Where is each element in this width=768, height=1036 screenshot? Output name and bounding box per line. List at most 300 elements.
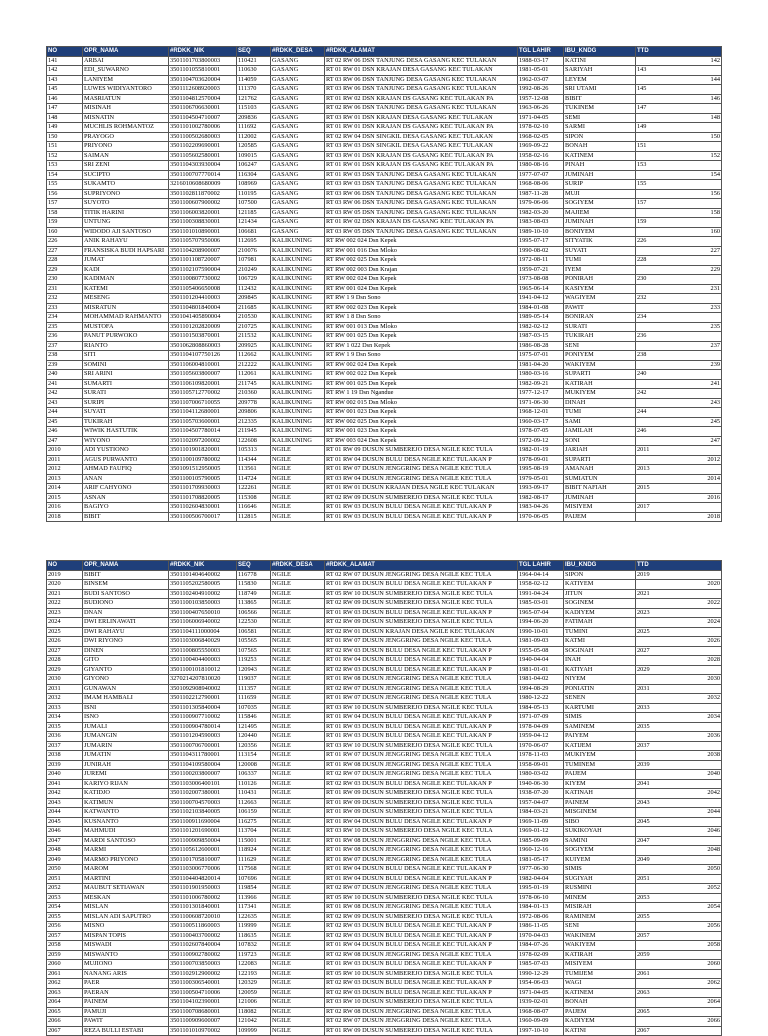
- cell-rdkk-alamat: RT 02 RW 09 DUSUN SUMBEREJO DESA NGILE KEC TULA: [325, 493, 518, 503]
- cell-ttd: 142: [636, 56, 722, 66]
- cell-rdkk-desa: NGILE: [271, 960, 325, 970]
- cell-ttd: 2061: [636, 969, 722, 979]
- cell-rdkk-alamat: RT 05 RW 10 DUSUN SUMBEREJO DESA NGILE KEC TULA: [325, 893, 518, 903]
- table-row: [47, 151, 722, 161]
- cell-seq: 111357: [237, 684, 271, 694]
- cell-ttd: 2046: [636, 827, 722, 837]
- table-row: [47, 694, 722, 704]
- cell-rdkk-alamat: RT 01 RW 02 DSN KRAJAN DS GASANG KEC TULAKAN PA: [325, 218, 518, 228]
- table-row: [47, 113, 722, 123]
- cell-rdkk-nik: 3501102209690001: [169, 142, 237, 152]
- cell-rdkk-desa: GASANG: [271, 56, 325, 66]
- cell-rdkk-alamat: RT 01 RW 03 DUSUN BULU DESA NGILE KEC TULAKAN P: [325, 512, 518, 522]
- cell-tgl-lahir: 1980-12-22: [518, 694, 564, 704]
- cell-tgl-lahir: 1968-08-07: [518, 1007, 564, 1017]
- table-body: [47, 56, 722, 522]
- cell-rdkk-desa: NGILE: [271, 703, 325, 713]
- cell-opr-nama: MESKAN: [83, 893, 169, 903]
- table-row: [47, 903, 722, 913]
- cell-rdkk-alamat: RT 02 RW 09 DUSUN SUMBEREJO DESA NGILE KEC TULA: [325, 618, 518, 628]
- cell-rdkk-nik: 3501104208900007: [169, 246, 237, 256]
- cell-rdkk-desa: NGILE: [271, 608, 325, 618]
- cell-rdkk-desa: NGILE: [271, 903, 325, 913]
- cell-no: 2065: [47, 1007, 83, 1017]
- cell-no: 229: [47, 265, 83, 275]
- cell-no: 151: [47, 142, 83, 152]
- cell-seq: 117341: [237, 903, 271, 913]
- cell-rdkk-alamat: RT 01 RW 03 DUSUN BULU DESA NGILE KEC TULAKAN P: [325, 960, 518, 970]
- cell-opr-nama: PAER: [83, 979, 169, 989]
- cell-ttd: 2024: [636, 618, 722, 628]
- cell-ttd: 2064: [636, 998, 722, 1008]
- cell-tgl-lahir: 1978-07-05: [518, 427, 564, 437]
- cell-opr-nama: PAWIT: [83, 1017, 169, 1027]
- table-row: [47, 656, 722, 666]
- cell-tgl-lahir: 1980-08-16: [518, 161, 564, 171]
- cell-rdkk-alamat: RT 02 RW 01 DUSUN KRAJAN DESA NGILE KEC TULAKAN: [325, 627, 518, 637]
- cell-ibu-kndg: SITYATIK: [564, 237, 636, 247]
- table-row: [47, 599, 722, 609]
- cell-tgl-lahir: 1977-12-17: [518, 389, 564, 399]
- cell-rdkk-nik: 3501104112680001: [169, 408, 237, 418]
- cell-rdkk-alamat: RT 03 RW 04 DUSUN JENGGRING DESA NGILE KEC TULA: [325, 474, 518, 484]
- cell-ttd: 2048: [636, 846, 722, 856]
- cell-rdkk-nik: 3501105603800007: [169, 370, 237, 380]
- table-row: [47, 389, 722, 399]
- cell-tgl-lahir: 1984-01-13: [518, 903, 564, 913]
- cell-rdkk-alamat: RT 02 RW 03 DUSUN BULU DESA NGILE KEC TULAKAN P: [325, 979, 518, 989]
- cell-tgl-lahir: 1983-04-26: [518, 503, 564, 513]
- cell-rdkk-desa: NGILE: [271, 474, 325, 484]
- cell-tgl-lahir: 1982-08-17: [518, 493, 564, 503]
- cell-ttd: 242: [636, 389, 722, 399]
- cell-rdkk-desa: KALIKUNING: [271, 351, 325, 361]
- cell-rdkk-nik: 3501102404910002: [169, 589, 237, 599]
- cell-rdkk-nik: 3501100103850003: [169, 599, 237, 609]
- cell-tgl-lahir: 1941-04-12: [518, 294, 564, 304]
- cell-seq: 111370: [237, 85, 271, 95]
- table-row: [47, 227, 722, 237]
- cell-rdkk-nik: 3501101301840001: [169, 903, 237, 913]
- table-row: [47, 884, 722, 894]
- cell-ibu-kndg: PAIYEM: [564, 732, 636, 742]
- cell-ttd: 232: [636, 294, 722, 304]
- cell-rdkk-desa: NGILE: [271, 722, 325, 732]
- cell-rdkk-desa: NGILE: [271, 627, 325, 637]
- cell-no: 2056: [47, 922, 83, 932]
- table-row: [47, 465, 722, 475]
- cell-rdkk-desa: NGILE: [271, 694, 325, 704]
- cell-rdkk-alamat: RT 02 RW 09 DUSUN SUMBEREJO DESA NGILE KEC TULA: [325, 912, 518, 922]
- cell-tgl-lahir: 1939-02-01: [518, 998, 564, 1008]
- cell-rdkk-desa: KALIKUNING: [271, 360, 325, 370]
- col-seq-header: SEQ: [237, 561, 271, 571]
- cell-ttd: 148: [636, 113, 722, 123]
- cell-no: 2026: [47, 637, 83, 647]
- table-row: [47, 303, 722, 313]
- cell-ibu-kndg: SUYATI: [564, 246, 636, 256]
- cell-rdkk-nik: 3501062808860003: [169, 341, 237, 351]
- cell-ttd: 2057: [636, 931, 722, 941]
- cell-tgl-lahir: 1984-05-13: [518, 703, 564, 713]
- cell-opr-nama: ANIK RAHAYU: [83, 237, 169, 247]
- cell-rdkk-alamat: RT RW 002 015 Dsn Mloko: [325, 398, 518, 408]
- table-row: [47, 684, 722, 694]
- cell-seq: 118749: [237, 589, 271, 599]
- cell-seq: 107696: [237, 874, 271, 884]
- cell-opr-nama: SURIPI: [83, 398, 169, 408]
- cell-tgl-lahir: 1940-06-30: [518, 779, 564, 789]
- cell-ibu-kndg: SIMIS: [564, 865, 636, 875]
- cell-ibu-kndg: PONIATIN: [564, 684, 636, 694]
- cell-rdkk-desa: GASANG: [271, 142, 325, 152]
- cell-rdkk-alamat: RT 03 RW 10 DUSUN SUMBEREJO DESA NGILE KEC TULA: [325, 703, 518, 713]
- cell-tgl-lahir: 1978-06-10: [518, 893, 564, 903]
- table-row: [47, 94, 722, 104]
- cell-rdkk-desa: NGILE: [271, 646, 325, 656]
- cell-no: 226: [47, 237, 83, 247]
- cell-ttd: 2020: [636, 580, 722, 590]
- cell-tgl-lahir: 1978-11-03: [518, 751, 564, 761]
- cell-rdkk-desa: NGILE: [271, 446, 325, 456]
- cell-no: 2018: [47, 512, 83, 522]
- table-row: [47, 751, 722, 761]
- cell-ibu-kndg: SIPON: [564, 570, 636, 580]
- cell-ibu-kndg: SENEN: [564, 694, 636, 704]
- table-row: [47, 1017, 722, 1027]
- cell-seq: 122530: [237, 618, 271, 628]
- cell-tgl-lahir: 1971-06-30: [518, 398, 564, 408]
- cell-seq: 210530: [237, 313, 271, 323]
- cell-rdkk-nik: 3501091512950005: [169, 465, 237, 475]
- cell-rdkk-desa: NGILE: [271, 884, 325, 894]
- cell-rdkk-alamat: RT 03 RW 01 DSN KRAJAN DESA GASANG KEC TULAKAN: [325, 113, 518, 123]
- cell-tgl-lahir: 1977-06-30: [518, 865, 564, 875]
- cell-rdkk-nik: 3501101901950003: [169, 884, 237, 894]
- cell-ibu-kndg: JUMINAH: [564, 218, 636, 228]
- cell-ibu-kndg: TUKINEM: [564, 104, 636, 114]
- cell-seq: 107500: [237, 199, 271, 209]
- cell-no: 142: [47, 66, 83, 76]
- cell-ibu-kndg: KADIYEM: [564, 1017, 636, 1027]
- cell-ttd: 241: [636, 379, 722, 389]
- cell-rdkk-desa: KALIKUNING: [271, 246, 325, 256]
- cell-opr-nama: KUSNANTO: [83, 817, 169, 827]
- cell-tgl-lahir: 1969-11-09: [518, 817, 564, 827]
- cell-seq: 120059: [237, 988, 271, 998]
- cell-no: 2011: [47, 455, 83, 465]
- cell-tgl-lahir: 1960-09-09: [518, 1017, 564, 1027]
- cell-no: 2059: [47, 950, 83, 960]
- cell-ibu-kndg: RAMINEM: [564, 912, 636, 922]
- cell-opr-nama: MISWANTO: [83, 950, 169, 960]
- cell-seq: 110630: [237, 66, 271, 76]
- cell-no: 2055: [47, 912, 83, 922]
- cell-tgl-lahir: 1980-03-02: [518, 770, 564, 780]
- cell-seq: 106581: [237, 627, 271, 637]
- cell-rdkk-desa: NGILE: [271, 760, 325, 770]
- cell-rdkk-alamat: RT 03 RW 06 DSN TANJUNG DESA GASANG KEC TULAKAN: [325, 75, 518, 85]
- cell-seq: 113865: [237, 599, 271, 609]
- cell-ttd: 230: [636, 275, 722, 285]
- cell-opr-nama: ARBAI: [83, 56, 169, 66]
- cell-rdkk-alamat: RT RW 1 19 Dsn Ngandue: [325, 389, 518, 399]
- cell-rdkk-alamat: RT 01 RW 08 DUSUN JENGGRING DESA NGILE KEC TULA: [325, 846, 518, 856]
- cell-ttd: 151: [636, 142, 722, 152]
- cell-rdkk-alamat: RT RW 001 016 Dsn Mloko: [325, 246, 518, 256]
- cell-rdkk-alamat: RT 01 RW 07 DUSUN JENGGRING DESA NGILE KEC TULA: [325, 694, 518, 704]
- cell-rdkk-nik: 3501105406650008: [169, 284, 237, 294]
- cell-rdkk-desa: GASANG: [271, 180, 325, 190]
- table-row: [47, 313, 722, 323]
- cell-seq: 210725: [237, 322, 271, 332]
- cell-tgl-lahir: 1995-07-17: [518, 237, 564, 247]
- cell-ibu-kndg: JAMILAH: [564, 427, 636, 437]
- table-row: [47, 874, 722, 884]
- cell-opr-nama: SUKAMTO: [83, 180, 169, 190]
- cell-opr-nama: MARMI: [83, 846, 169, 856]
- cell-opr-nama: MUSTOFA: [83, 322, 169, 332]
- col-ttd-header: TTD: [636, 561, 722, 571]
- cell-ttd: 2021: [636, 589, 722, 599]
- cell-rdkk-nik: 3501106109820001: [169, 379, 237, 389]
- cell-rdkk-nik: 3501105202580005: [169, 580, 237, 590]
- cell-tgl-lahir: 1965-06-14: [518, 284, 564, 294]
- cell-ibu-kndg: KUIYEM: [564, 855, 636, 865]
- cell-rdkk-alamat: RT RW 001 025 Dsn Kepek: [325, 379, 518, 389]
- cell-tgl-lahir: 1960-12-16: [518, 846, 564, 856]
- cell-ttd: 2051: [636, 874, 722, 884]
- cell-rdkk-desa: KALIKUNING: [271, 332, 325, 342]
- cell-rdkk-alamat: RT RW 002 003 Dsn Krajan: [325, 265, 518, 275]
- cell-rdkk-alamat: RT 01 RW 04 DUSUN BULU DESA NGILE KEC TULAKAN P: [325, 656, 518, 666]
- cell-rdkk-nik: 3501101901820001: [169, 446, 237, 456]
- cell-no: 2054: [47, 903, 83, 913]
- cell-ibu-kndg: TUMI: [564, 408, 636, 418]
- cell-rdkk-desa: NGILE: [271, 931, 325, 941]
- cell-seq: 111692: [237, 123, 271, 133]
- cell-opr-nama: MARMO PRIYONO: [83, 855, 169, 865]
- cell-rdkk-alamat: RT RW 001 024 Dsn Kepek: [325, 284, 518, 294]
- cell-opr-nama: DNAN: [83, 608, 169, 618]
- cell-ttd: 2060: [636, 960, 722, 970]
- cell-ibu-kndg: SENI: [564, 341, 636, 351]
- cell-no: 227: [47, 246, 83, 256]
- cell-ttd: 2038: [636, 751, 722, 761]
- cell-rdkk-alamat: RT RW 002 022 Dsn Kepek: [325, 370, 518, 380]
- cell-rdkk-alamat: RT 01 RW 07 DUSUN JENGGRING DESA NGILE KEC TULA: [325, 465, 518, 475]
- cell-rdkk-alamat: RT RW 001 013 Dsn Mloko: [325, 322, 518, 332]
- cell-tgl-lahir: 1965-07-04: [518, 608, 564, 618]
- cell-ttd: 157: [636, 199, 722, 209]
- cell-opr-nama: BIBIT: [83, 512, 169, 522]
- cell-tgl-lahir: 1977-07-07: [518, 170, 564, 180]
- table-row: [47, 665, 722, 675]
- cell-no: 2045: [47, 817, 83, 827]
- cell-rdkk-nik: 3501100911690004: [169, 817, 237, 827]
- cell-seq: 120356: [237, 741, 271, 751]
- cell-tgl-lahir: 1957-04-07: [518, 798, 564, 808]
- table-row: [47, 865, 722, 875]
- cell-ttd: 2025: [636, 627, 722, 637]
- cell-rdkk-alamat: RT 03 RW 10 DUSUN SUMBEREJO DESA NGILE KEC TULA: [325, 741, 518, 751]
- cell-opr-nama: LANIYEM: [83, 75, 169, 85]
- cell-rdkk-desa: NGILE: [271, 732, 325, 742]
- cell-seq: 119854: [237, 884, 271, 894]
- cell-seq: 121042: [237, 1017, 271, 1027]
- cell-rdkk-nik: 3501106003820001: [169, 208, 237, 218]
- cell-rdkk-nik: 3501106006940002: [169, 618, 237, 628]
- cell-seq: 114724: [237, 474, 271, 484]
- cell-seq: 113561: [237, 465, 271, 475]
- cell-ibu-kndg: PAIJEM: [564, 1007, 636, 1017]
- cell-opr-nama: KATWANTO: [83, 808, 169, 818]
- cell-seq: 121495: [237, 722, 271, 732]
- table-row: [47, 770, 722, 780]
- cell-rdkk-alamat: RT 01 RW 09 DUSUN SUMBEREJO DESA NGILE KEC TULA: [325, 1026, 518, 1036]
- cell-tgl-lahir: 1972-08-11: [518, 256, 564, 266]
- cell-seq: 110195: [237, 189, 271, 199]
- cell-opr-nama: PAERAN: [83, 988, 169, 998]
- cell-no: 231: [47, 284, 83, 294]
- cell-tgl-lahir: 1957-12-08: [518, 94, 564, 104]
- cell-rdkk-nik: 3501100502680003: [169, 132, 237, 142]
- cell-opr-nama: REZA BULLI ESTABI: [83, 1026, 169, 1036]
- cell-seq: 121762: [237, 94, 271, 104]
- cell-no: 150: [47, 132, 83, 142]
- cell-rdkk-desa: KALIKUNING: [271, 284, 325, 294]
- cell-ttd: 2033: [636, 703, 722, 713]
- cell-rdkk-nik: 3501100805550003: [169, 646, 237, 656]
- table-row: [47, 484, 722, 494]
- table-row: [47, 408, 722, 418]
- cell-opr-nama: AGUS PURWANTO: [83, 455, 169, 465]
- cell-opr-nama: JUMAT: [83, 256, 169, 266]
- cell-tgl-lahir: 1968-02-05: [518, 132, 564, 142]
- cell-no: 2058: [47, 941, 83, 951]
- cell-ttd: 2029: [636, 665, 722, 675]
- cell-rdkk-desa: NGILE: [271, 912, 325, 922]
- cell-no: 152: [47, 151, 83, 161]
- cell-ibu-kndg: IYEM: [564, 265, 636, 275]
- cell-rdkk-desa: NGILE: [271, 779, 325, 789]
- table-row: [47, 760, 722, 770]
- cell-ibu-kndg: MISGINEM: [564, 808, 636, 818]
- table-row: [47, 950, 722, 960]
- cell-tgl-lahir: 1958-09-01: [518, 760, 564, 770]
- table-row: [47, 66, 722, 76]
- cell-tgl-lahir: 1970-06-05: [518, 512, 564, 522]
- cell-rdkk-desa: KALIKUNING: [271, 294, 325, 304]
- table-row: [47, 512, 722, 522]
- cell-no: 2034: [47, 713, 83, 723]
- cell-ibu-kndg: TUMI: [564, 256, 636, 266]
- cell-no: 232: [47, 294, 83, 304]
- cell-seq: 210360: [237, 389, 271, 399]
- cell-no: 228: [47, 256, 83, 266]
- cell-rdkk-nik: 3501104107750126: [169, 351, 237, 361]
- cell-opr-nama: KATIDJO: [83, 789, 169, 799]
- cell-seq: 121006: [237, 998, 271, 1008]
- cell-seq: 110421: [237, 56, 271, 66]
- cell-tgl-lahir: 1981-05-17: [518, 855, 564, 865]
- cell-tgl-lahir: 1970-06-07: [518, 741, 564, 751]
- cell-ttd: 235: [636, 322, 722, 332]
- cell-rdkk-desa: GASANG: [271, 94, 325, 104]
- cell-seq: 210076: [237, 246, 271, 256]
- cell-no: 2021: [47, 589, 83, 599]
- cell-rdkk-desa: KALIKUNING: [271, 370, 325, 380]
- cell-opr-nama: BIBIT: [83, 570, 169, 580]
- cell-ibu-kndg: BONIYEM: [564, 227, 636, 237]
- cell-no: 141: [47, 56, 83, 66]
- table-row: [47, 931, 722, 941]
- cell-ttd: 2049: [636, 855, 722, 865]
- cell-tgl-lahir: 1981-04-20: [518, 360, 564, 370]
- cell-ibu-kndg: MAJIEM: [564, 208, 636, 218]
- cell-ibu-kndg: PAWIT: [564, 303, 636, 313]
- cell-rdkk-nik: 3501101404640002: [169, 570, 237, 580]
- cell-opr-nama: ISNO: [83, 713, 169, 723]
- cell-rdkk-alamat: RT 01 RW 03 DUSUN BULU DESA NGILE KEC TULAKAN P: [325, 608, 518, 618]
- cell-rdkk-desa: NGILE: [271, 893, 325, 903]
- cell-rdkk-nik: 3501041405890004: [169, 313, 237, 323]
- cell-seq: 112061: [237, 370, 271, 380]
- cell-ibu-kndg: KATIYEM: [564, 580, 636, 590]
- cell-opr-nama: DWI ERLINAWATI: [83, 618, 169, 628]
- cell-seq: 107981: [237, 256, 271, 266]
- cell-ibu-kndg: INAH: [564, 656, 636, 666]
- cell-rdkk-desa: GASANG: [271, 189, 325, 199]
- cell-ibu-kndg: BIBIT NAFIAH: [564, 484, 636, 494]
- cell-ttd: 234: [636, 313, 722, 323]
- table-row: [47, 827, 722, 837]
- table-row: [47, 570, 722, 580]
- cell-ibu-kndg: PAINEM: [564, 798, 636, 808]
- cell-rdkk-nik: 3501104109580004: [169, 760, 237, 770]
- table-row: [47, 85, 722, 95]
- cell-no: 153: [47, 161, 83, 171]
- cell-rdkk-desa: NGILE: [271, 512, 325, 522]
- cell-rdkk-desa: NGILE: [271, 874, 325, 884]
- table-row: [47, 608, 722, 618]
- cell-tgl-lahir: 1987-11-28: [518, 189, 564, 199]
- cell-ibu-kndg: BONIRAN: [564, 313, 636, 323]
- cell-opr-nama: MARTINI: [83, 874, 169, 884]
- cell-rdkk-alamat: RT 01 RW 08 DUSUN JENGGRING DESA NGILE KEC TULA: [325, 903, 518, 913]
- cell-opr-nama: MISNO: [83, 922, 169, 932]
- cell-rdkk-desa: NGILE: [271, 865, 325, 875]
- table-row: [47, 580, 722, 590]
- cell-no: 237: [47, 341, 83, 351]
- cell-opr-nama: SITI: [83, 351, 169, 361]
- cell-ibu-kndg: KATIJEM: [564, 741, 636, 751]
- cell-tgl-lahir: 1964-04-14: [518, 570, 564, 580]
- cell-no: 2029: [47, 665, 83, 675]
- cell-rdkk-alamat: RT 01 RW 07 DUSUN JENGGRING DESA NGILE KEC TULA: [325, 855, 518, 865]
- cell-rdkk-alamat: RT 01 RW 07 DUSUN JENGGRING DESA NGILE KEC TULA: [325, 751, 518, 761]
- cell-rdkk-desa: KALIKUNING: [271, 265, 325, 275]
- cell-ibu-kndg: SAMINEM: [564, 722, 636, 732]
- cell-rdkk-nik: 3501102912900002: [169, 969, 237, 979]
- cell-opr-nama: RIANTO: [83, 341, 169, 351]
- cell-rdkk-alamat: RT 03 RW 06 DSN TANJUNG DESA GASANG KEC TULAKAN: [325, 199, 518, 209]
- cell-rdkk-desa: GASANG: [271, 218, 325, 228]
- cell-ttd: 144: [636, 75, 722, 85]
- cell-ibu-kndg: SIBO: [564, 817, 636, 827]
- cell-ttd: 156: [636, 189, 722, 199]
- cell-rdkk-desa: KALIKUNING: [271, 303, 325, 313]
